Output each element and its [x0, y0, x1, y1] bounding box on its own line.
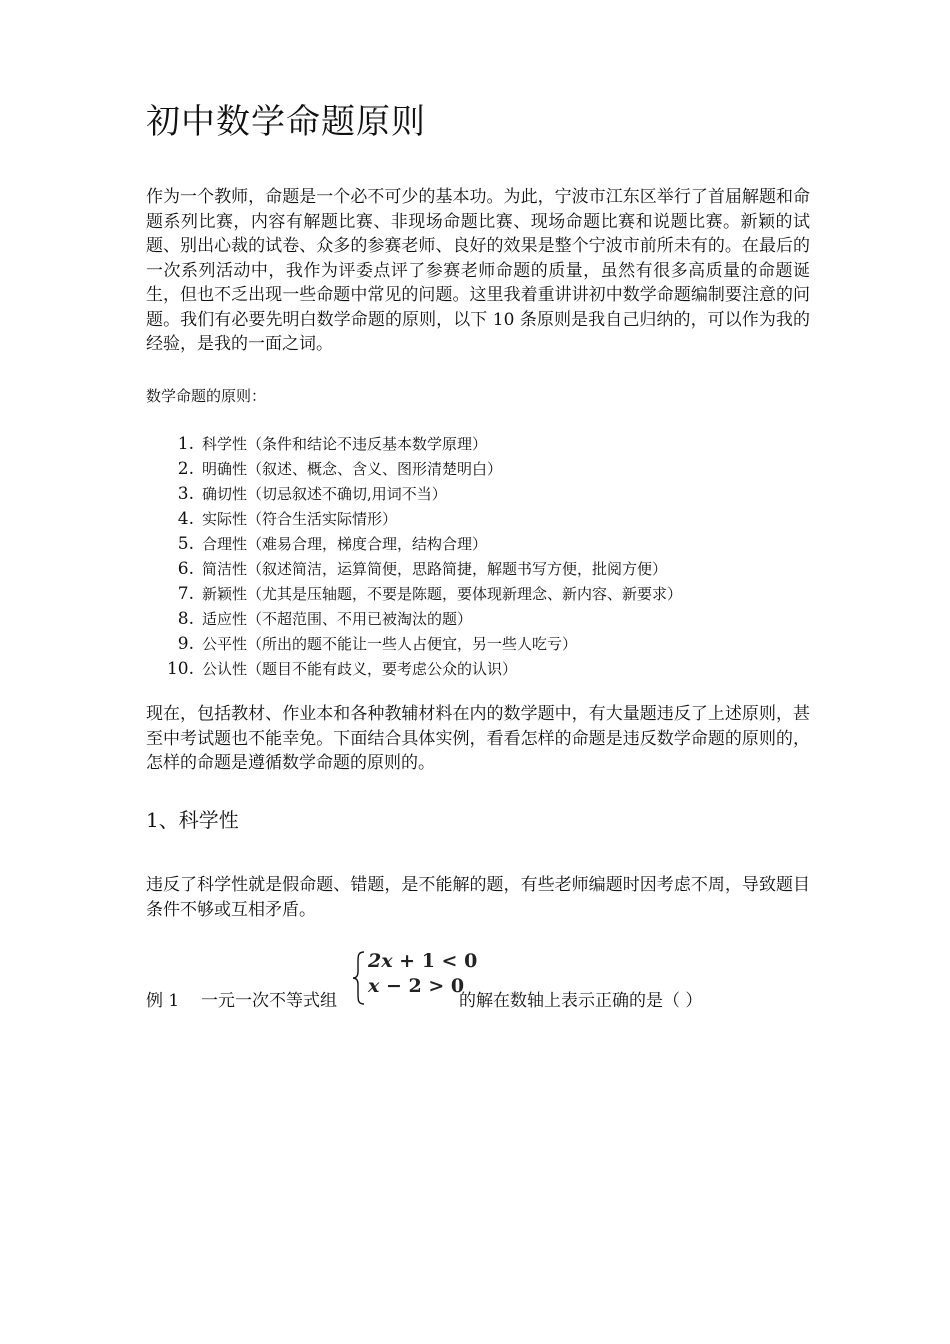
list-item-number: 2. — [177, 458, 194, 479]
list-item-text: 明确性（叙述、概念、含义、图形清楚明白） — [202, 460, 503, 478]
inequality-1-variable: 2x — [368, 950, 393, 972]
list-item — [146, 606, 682, 631]
list-item — [146, 556, 682, 581]
inequality-2 — [368, 975, 464, 997]
list-item-text: 公平性（所出的题不能让一些人占便宜，另一些人吃亏） — [202, 635, 578, 653]
inequality-1-rest: + 1 < 0 — [392, 950, 478, 972]
list-item — [146, 531, 682, 556]
list-item-number: 4. — [177, 508, 194, 529]
page-title: 初中数学命题原则 — [146, 102, 426, 142]
principles-heading: 数学命题的原则： — [146, 387, 267, 405]
list-item-text: 科学性（条件和结论不违反基本数学原理） — [202, 435, 488, 453]
list-item-number: 7. — [177, 583, 194, 604]
list-item — [146, 631, 682, 656]
list-item-text: 实际性（符合生活实际情形） — [202, 510, 398, 528]
inequality-2-variable: x — [368, 975, 380, 997]
list-item-number: 3. — [177, 483, 194, 504]
list-item-number: 10. — [166, 658, 194, 679]
inequality-1 — [368, 950, 477, 972]
principles-list — [146, 431, 682, 681]
list-item-text: 新颖性（尤其是压轴题，不要是陈题，要体现新理念、新内容、新要求） — [202, 585, 683, 603]
list-item-number: 9. — [177, 633, 194, 654]
list-item — [146, 456, 682, 481]
example-label: 例 1 — [146, 991, 180, 1011]
example-1 — [146, 950, 810, 1014]
list-item — [146, 581, 682, 606]
list-item-text: 确切性（切忌叙述不确切,用词不当） — [202, 485, 447, 503]
example-suffix-text: 的解在数轴上表示正确的是（ ） — [459, 991, 703, 1011]
list-item-text: 公认性（题目不能有歧义，要考虑公众的认识） — [202, 660, 518, 678]
list-item — [146, 431, 682, 456]
inequality-2-rest: − 2 > 0 — [379, 975, 465, 997]
list-item — [146, 506, 682, 531]
left-brace-icon — [352, 950, 366, 1006]
list-item-text: 合理性（难易合理，梯度合理，结构合理） — [202, 535, 488, 553]
list-item — [146, 656, 682, 681]
list-item-number: 6. — [177, 558, 194, 579]
section-heading-science: 1、科学性 — [146, 808, 239, 832]
intro-paragraph: 作为一个教师，命题是一个必不可少的基本功。为此，宁波市江东区举行了首届解题和命题系列比赛，内容有解题比赛、非现场命题比赛、现场命题比赛和说题比赛。新颖的试题、别出心裁的试卷、众多的参赛老师、良好的效果是整个宁波市前所未有的。在最后的一次系列活动中，我作为评委点评了参赛老师命题的质量，虽然有很多高质量的命题诞生，但也不乏出现一些命题中常见的问题。这里我着重讲讲初中数学命题编制要注意的问题。我们有必要先明白数学命题的原则，以下 10 条原则是我自己归纳的，可以作为我的经验，是我的一面之词。 — [146, 187, 810, 354]
list-item-number: 5. — [177, 533, 194, 554]
after-list-paragraph: 现在，包括教材、作业本和各种教辅材料在内的数学题中，有大量题违反了上述原则，甚至中考试题也不能幸免。下面结合具体实例，看看怎样的命题是违反数学命题的原则的，怎样的命题是遵循数学命题的原则的。 — [146, 704, 810, 773]
list-item — [146, 481, 682, 506]
example-prefix-text: 一元一次不等式组 — [201, 991, 337, 1011]
section-science-paragraph: 违反了科学性就是假命题、错题，是不能解的题，有些老师编题时因考虑不周，导致题目条件不够或互相矛盾。 — [146, 875, 810, 920]
list-item-text: 适应性（不超范围、不用已被淘汰的题） — [202, 610, 473, 628]
list-item-text: 简洁性（叙述简洁，运算简便，思路简捷，解题书写方便，批阅方便） — [202, 560, 668, 578]
list-item-number: 8. — [177, 608, 194, 629]
list-item-number: 1. — [177, 433, 194, 454]
